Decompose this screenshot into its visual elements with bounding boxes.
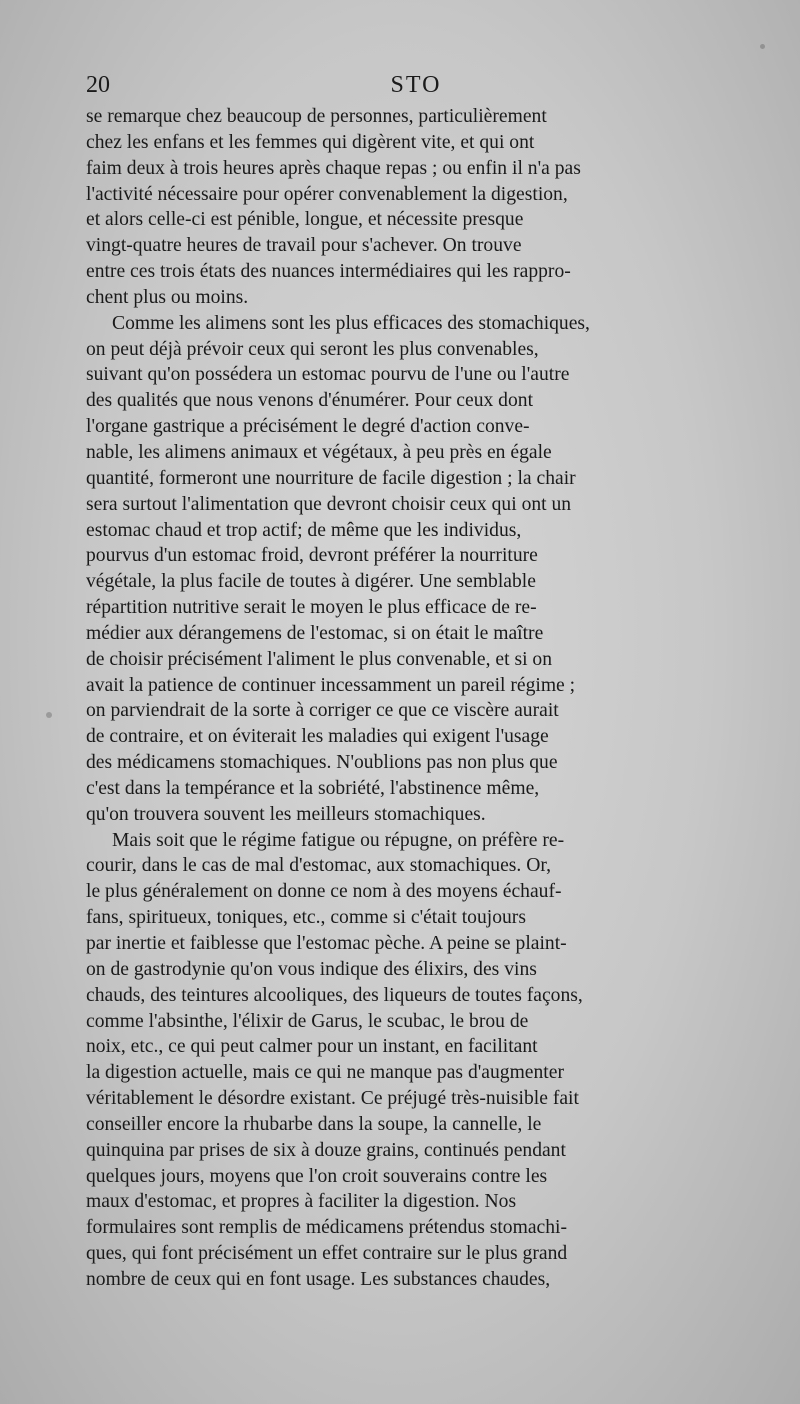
text-line: chez les enfans et les femmes qui digèrent vite, et qui ont	[86, 131, 535, 153]
text-line: suivant qu'on possédera un estomac pourvu de l'une ou l'autre	[86, 364, 570, 386]
text-line: on peut déjà prévoir ceux qui seront les plus convenables,	[86, 338, 539, 360]
text-line: conseiller encore la rhubarbe dans la soupe, la cannelle, le	[86, 1113, 542, 1135]
text-line: sera surtout l'alimentation que devront choisir ceux qui ont un	[86, 493, 572, 515]
text-line: quantité, formeront une nourriture de facile digestion ; la chair	[86, 467, 576, 489]
ink-spot	[760, 44, 765, 49]
text-line: la digestion actuelle, mais ce qui ne manque pas d'augmenter	[86, 1062, 564, 1084]
section-letters: STO	[390, 72, 442, 98]
text-line: de choisir précisément l'aliment le plus convenable, et si on	[86, 648, 553, 670]
text-line: vingt-quatre heures de travail pour s'achever. On trouve	[86, 235, 522, 257]
text-line: estomac chaud et trop actif; de même que les individus,	[86, 519, 522, 541]
text-line: faim deux à trois heures après chaque repas ; ou enfin il n'a pas	[86, 157, 581, 179]
page-number: 20	[86, 72, 110, 98]
text-line: on de gastrodynie qu'on vous indique des élixirs, des vins	[86, 958, 537, 980]
text-line: comme l'absinthe, l'élixir de Garus, le scubac, le brou de	[86, 1010, 529, 1032]
text-line: médier aux dérangemens de l'estomac, si on était le maître	[86, 622, 544, 644]
text-line: l'activité nécessaire pour opérer convenablement la digestion,	[86, 183, 568, 205]
ink-spot	[46, 712, 52, 718]
text-line: noix, etc., ce qui peut calmer pour un instant, en facilitant	[86, 1036, 538, 1058]
text-line: des qualités que nous venons d'énumérer. Pour ceux dont	[86, 390, 534, 412]
text-line: formulaires sont remplis de médicamens prétendus stomachi-	[86, 1217, 568, 1239]
text-line: entre ces trois états des nuances intermédiaires qui les rappro-	[86, 261, 571, 283]
text-line: de contraire, et on éviterait les maladies qui exigent l'usage	[86, 726, 549, 748]
text-line: le plus généralement on donne ce nom à des moyens échauf-	[86, 881, 562, 903]
text-line: véritablement le désordre existant. Ce préjugé très-nuisible fait	[86, 1088, 579, 1110]
text-line: des médicamens stomachiques. N'oublions pas non plus que	[86, 752, 558, 774]
text-line: répartition nutritive serait le moyen le plus efficace de re-	[86, 597, 537, 619]
text-line: fans, spiritueux, toniques, etc., comme si c'était toujours	[86, 907, 526, 929]
running-head	[86, 72, 776, 102]
text-line: chent plus ou moins.	[86, 286, 249, 308]
text-line: végétale, la plus facile de toutes à digérer. Une semblable	[86, 571, 536, 593]
text-line: pourvus d'un estomac froid, devront préférer la nourriture	[86, 545, 538, 567]
text-line: se remarque chez beaucoup de personnes, particulièrement	[86, 106, 547, 127]
text-line: ques, qui font précisément un effet contraire sur le plus grand	[86, 1243, 568, 1265]
text-line: qu'on trouvera souvent les meilleurs stomachiques.	[86, 803, 486, 825]
text-line: avait la patience de continuer incessamment un pareil régime ;	[86, 674, 576, 696]
text-line: quelques jours, moyens que l'on croit souverains contre les	[86, 1165, 548, 1187]
text-line: par inertie et faiblesse que l'estomac pèche. A peine se plaint-	[86, 933, 567, 954]
body-text	[86, 104, 778, 1293]
text-line: Mais soit que le régime fatigue ou répugne, on préfère re-	[112, 829, 565, 851]
text-line: et alors celle-ci est pénible, longue, et nécessite presque	[86, 209, 524, 231]
text-line: maux d'estomac, et propres à faciliter la digestion. Nos	[86, 1191, 517, 1213]
text-line: nombre de ceux qui en font usage. Les substances chaudes,	[86, 1268, 551, 1290]
text-line: Comme les alimens sont les plus efficaces des stomachiques,	[112, 312, 590, 334]
text-line: c'est dans la tempérance et la sobriété, l'abstinence même,	[86, 777, 540, 799]
text-line: on parviendrait de la sorte à corriger ce que ce viscère aurait	[86, 700, 559, 722]
text-line: chauds, des teintures alcooliques, des liqueurs de toutes façons,	[86, 984, 583, 1006]
text-line: quinquina par prises de six à douze grains, continués pendant	[86, 1139, 566, 1161]
text-line: courir, dans le cas de mal d'estomac, aux stomachiques. Or,	[86, 855, 551, 877]
text-line: nable, les alimens animaux et végétaux, à peu près en égale	[86, 441, 552, 463]
text-line: l'organe gastrique a précisément le degré d'action conve-	[86, 416, 530, 438]
